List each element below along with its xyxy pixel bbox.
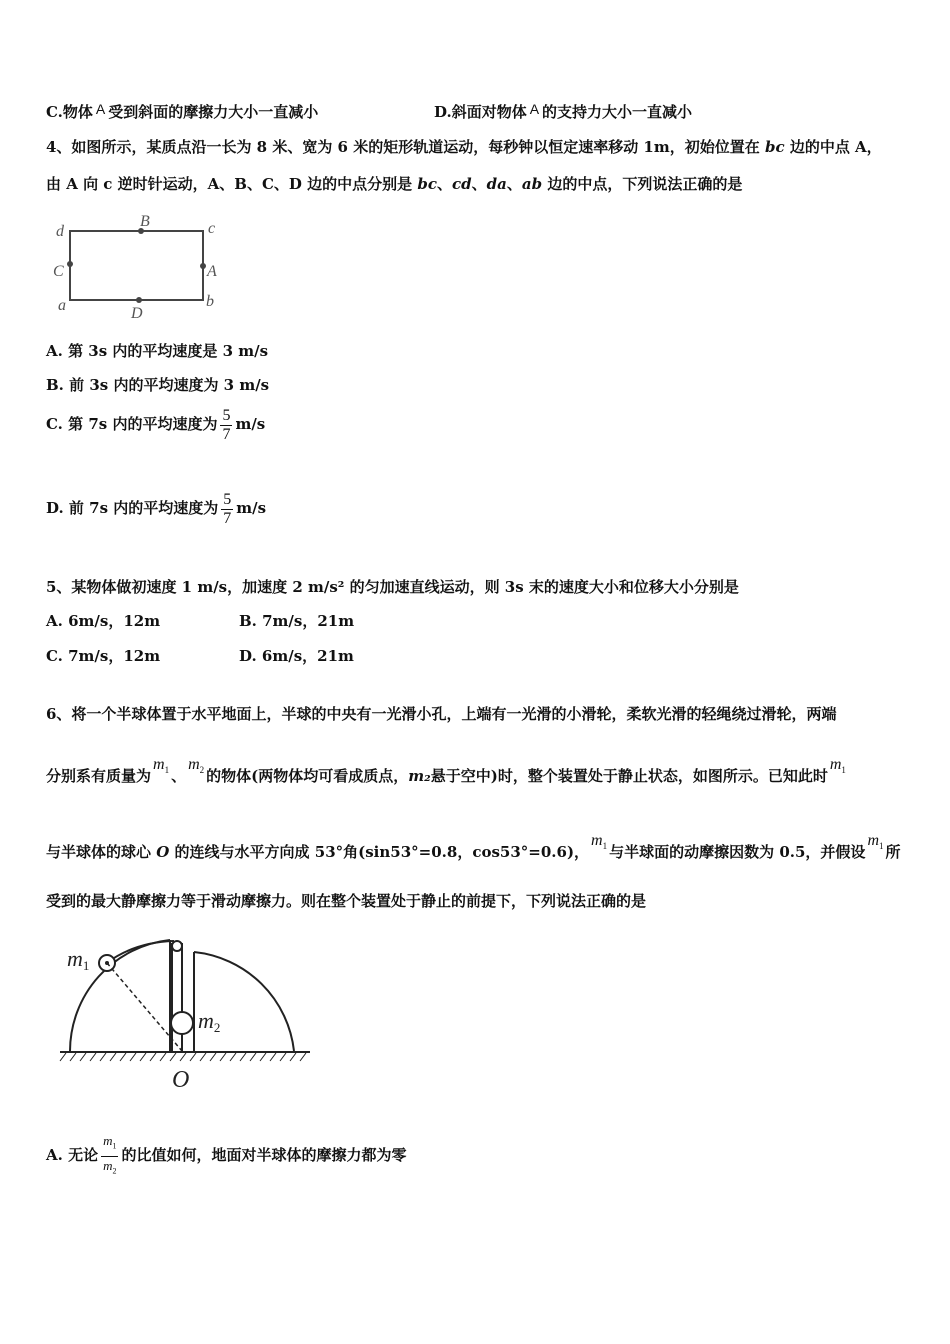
q6-stem-text: 所 [885,843,901,861]
var-a: A [95,101,106,117]
q4-var-cd: cd [452,175,472,193]
var-m2: $m_2$ [188,756,205,776]
q4-stem-text: 边的中点，下列说法正确的是 [542,175,743,193]
q6-stem-text: 与半球体的球心 [46,843,157,861]
label-A: A [207,263,217,280]
var-m2-inline: m₂ [408,767,431,785]
q6-stem-line1: 6、将一个半球体置于水平地面上，半球的中央有一光滑小孔，上端有一光滑的小滑轮，柔软光滑的轻绳绕过滑轮，两端 [46,705,837,723]
q3-option-c-text: 受到斜面的摩擦力大小一直减小 [108,103,319,121]
track-rectangle [70,231,203,300]
point-d [136,297,142,303]
q6-stem-line2 [46,756,848,792]
q6-stem-line3 [46,832,901,868]
q6-stem-text: 与半球面的动摩擦因数为 0.5，并假设 [609,843,866,861]
fraction-denominator: 7 [222,425,231,443]
q5-stem: 5、某物体做初速度 1 m/s，加速度 2 m/s² 的匀加速直线运动，则 3s 末的速度大小和位移大小分别是 [46,578,739,596]
q5-option-b: B. 7m/s，21m [239,612,355,630]
q6-stem-text: 分别系有质量为 [46,767,152,785]
q6-stem-text: 悬于空中)时，整个装置处于静止状态，如图所示。已知此时 [430,767,828,785]
label-m2: m2 [198,1008,221,1035]
hemisphere-left-arc [70,940,170,1051]
separator: 、 [471,175,487,193]
q5-option-d: D. 6m/s，21m [239,647,354,665]
fraction [221,491,233,528]
var-m1: $m_1$ [153,756,170,776]
q6-stem-text: 的连线与水平方向成 53°角(sin53°=0.8，cos53°=0.6)， [169,843,590,861]
q4-stem-line1 [46,137,882,157]
label-c: c [208,220,216,237]
q3-option-d [434,102,692,122]
var-m1: $m_1$ [829,756,846,776]
fraction-numerator: 5 [223,490,232,508]
q3-option-d-label: D.斜面对物体 [434,103,527,121]
q3-option-c [46,102,318,122]
label-m1: m1 [67,946,90,973]
q4-option-d-text: D. 前 7s 内的平均速度为 [46,499,219,517]
q4-stem-text: 边的中点 A， [784,138,882,156]
q6-stem-text: 的物体(两物体均可看成质点， [206,767,409,785]
hemisphere-right-arc [194,952,294,1051]
q3-option-c-label: C.物体 [46,103,93,121]
q4-option-d [46,489,266,528]
label-C: C [53,263,64,280]
pulley [172,941,182,951]
separator: 、 [506,175,522,193]
fraction-numerator: 5 [222,406,231,424]
q4-stem-text: 4、如图所示，某质点沿一长为 8 米、宽为 6 米的矩形轨道运动，每秒钟以恒定速率移动 1m，初始位置在 [46,138,765,156]
hemisphere-figure [56,930,326,1100]
label-a: a [58,297,66,314]
q4-stem-line2 [46,174,742,194]
var-o: O [156,843,170,861]
mass-m2 [171,1012,193,1034]
var-m1: $m_1$ [867,832,884,852]
q5-option-a: A. 6m/s，12m [46,612,161,630]
pulley-post [172,944,182,1052]
q4-var-ab: ab [521,175,543,193]
label-d: d [56,223,64,240]
q4-option-b: B. 前 3s 内的平均速度为 3 m/s [46,376,270,394]
point-a [200,263,206,269]
q4-var-bc: bc [764,138,785,156]
q4-option-a: A. 第 3s 内的平均速度是 3 m/s [46,342,269,360]
q6-option-a-label: A. 无论 [46,1146,99,1165]
q5-option-c: C. 7m/s，12m [46,647,161,665]
label-b: b [206,293,214,310]
q6-option-a [46,1132,407,1180]
label-B: B [140,213,150,230]
q6-option-a-text: 的比值如何，地面对半球体的摩擦力都为零 [121,1146,407,1165]
q6-stem-line4: 受到的最大静摩擦力等于滑动摩擦力。则在整个装置处于静止的前提下，下列说法正确的是 [46,892,647,910]
label-D: D [131,305,143,322]
q4-var-bc: bc [417,175,437,193]
var-a: A [529,101,540,117]
fraction [220,407,232,444]
q4-stem-text: 由 A 向 c 逆时针运动，A、B、C、D 边的中点分别是 [46,175,418,193]
var-m1: $m_1$ [591,832,608,852]
unit: m/s [235,415,266,433]
q4-var-da: da [486,175,507,193]
rectangle-track-figure [46,208,236,324]
point-c [67,261,73,267]
fraction-denominator: $m_2$ [103,1157,117,1176]
unit: m/s [236,499,267,517]
q3-option-d-text: 的支持力大小一直减小 [542,103,693,121]
q4-option-c [46,405,265,444]
fraction-denominator: 7 [223,509,232,527]
separator: 、 [437,175,453,193]
label-o: O [172,1067,190,1093]
fraction-m1-m2 [101,1132,118,1180]
fraction-numerator: $m_1$ [101,1132,118,1157]
separator: 、 [171,767,187,785]
q4-option-c-text: C. 第 7s 内的平均速度为 [46,415,218,433]
